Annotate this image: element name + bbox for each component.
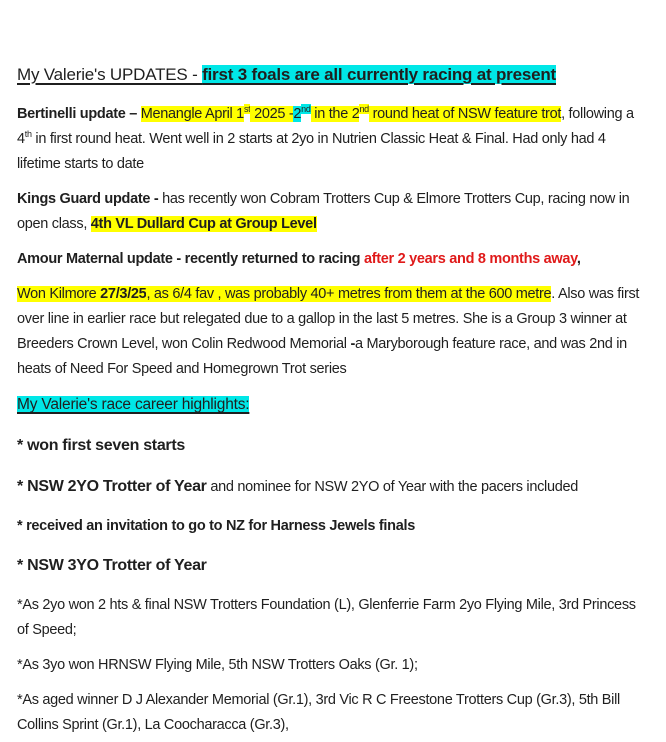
- text-segment: , following a 4: [17, 106, 634, 147]
- text-segment: 2025 -: [250, 106, 294, 122]
- text-segment: round heat of NSW feature trot: [368, 106, 562, 122]
- text-segment: a Maryborough feature race, and was 2nd in heats of Need For Speed and Homegrown Trot series: [17, 336, 627, 377]
- text-segment: in the 2: [310, 106, 360, 122]
- text-segment: *As aged winner D J Alexander Memorial (Gr.1), 3rd Vic R C Freestone Trotters Cup (Gr.3), 5th Bill Collins Sprint (Gr.1), La Coocharacca (Gr.3),: [17, 692, 620, 733]
- text-segment: st: [243, 104, 251, 115]
- text-segment: My Valerie's UPDATES -: [17, 65, 203, 84]
- paragraph-kilmore-win: [17, 282, 650, 382]
- text-segment: has recently won Cobram Trotters Cup & Elmore Trotters Cup, racing now in open class,: [17, 191, 630, 232]
- text-segment: * received an invitation to go to NZ for Harness Jewels finals: [17, 518, 415, 534]
- text-segment: in first round heat. Went well in 2 starts at 2yo in Nutrien Classic Heat & Final. Had only had 4 lifetime starts to date: [17, 131, 606, 172]
- paragraph-amour-maternal-update: [17, 247, 650, 272]
- text-segment: Bertinelli update –: [17, 106, 141, 122]
- text-segment: and nominee for NSW 2YO of Year with the pacers included: [206, 479, 579, 495]
- text-segment: , as 6/4 fav , was probably 40+ metres from them at the 600 metre: [146, 286, 552, 302]
- section-heading-race-career: [17, 392, 650, 418]
- text-segment: nd: [359, 104, 369, 115]
- text-segment: ,: [576, 251, 581, 267]
- text-segment: after 2 years and 8 months away: [363, 251, 577, 267]
- text-segment: 27/3/25: [100, 286, 147, 302]
- bullet-won-first-seven-starts: [17, 432, 650, 460]
- paragraph-2yo-record: [17, 593, 650, 643]
- document-title: [17, 62, 650, 88]
- paragraph-aged-record: [17, 688, 650, 738]
- text-segment: Menangle April 1: [140, 106, 244, 122]
- text-segment: My Valerie's race career highlights:: [17, 396, 250, 413]
- bullet-nz-harness-jewels-invitation: [17, 514, 650, 539]
- paragraph-3yo-record: [17, 653, 650, 678]
- text-segment: -: [350, 336, 355, 352]
- text-segment: *As 3yo won HRNSW Flying Mile, 5th NSW Trotters Oaks (Gr. 1);: [17, 657, 418, 673]
- paragraph-kings-guard-update: [17, 187, 650, 237]
- text-segment: Won Kilmore: [17, 286, 101, 302]
- text-segment: * won first seven starts: [17, 437, 185, 454]
- text-segment: 2: [293, 106, 302, 122]
- text-segment: Amour Maternal update - recently returned to racing: [17, 251, 364, 267]
- text-segment: *As 2yo won 2 hts & final NSW Trotters Foundation (L), Glenferrie Farm 2yo Flying Mile, 3rd Princess of Speed;: [17, 597, 636, 638]
- bullet-nsw-3yo-trotter-of-year: [17, 552, 650, 580]
- text-segment: first 3 foals are all currently racing at present: [202, 65, 557, 84]
- text-segment: nd: [301, 104, 311, 115]
- paragraph-bertinelli-update: [17, 102, 650, 177]
- text-segment: * NSW 2YO Trotter of Year: [17, 478, 207, 495]
- text-segment: * NSW 3YO Trotter of Year: [17, 557, 207, 574]
- bullet-nsw-2yo-trotter-of-year: [17, 473, 650, 501]
- text-segment: Kings Guard update -: [17, 191, 163, 207]
- text-segment: th: [24, 129, 32, 140]
- text-segment: 4th VL Dullard Cup at Group Level: [90, 216, 317, 232]
- text-segment: . Also was first over line in earlier race but relegated due to a gallop in the last 5 metres. She is a Group 3 winner at Breeders Crown Level, won Colin Redwood Memorial: [17, 286, 640, 352]
